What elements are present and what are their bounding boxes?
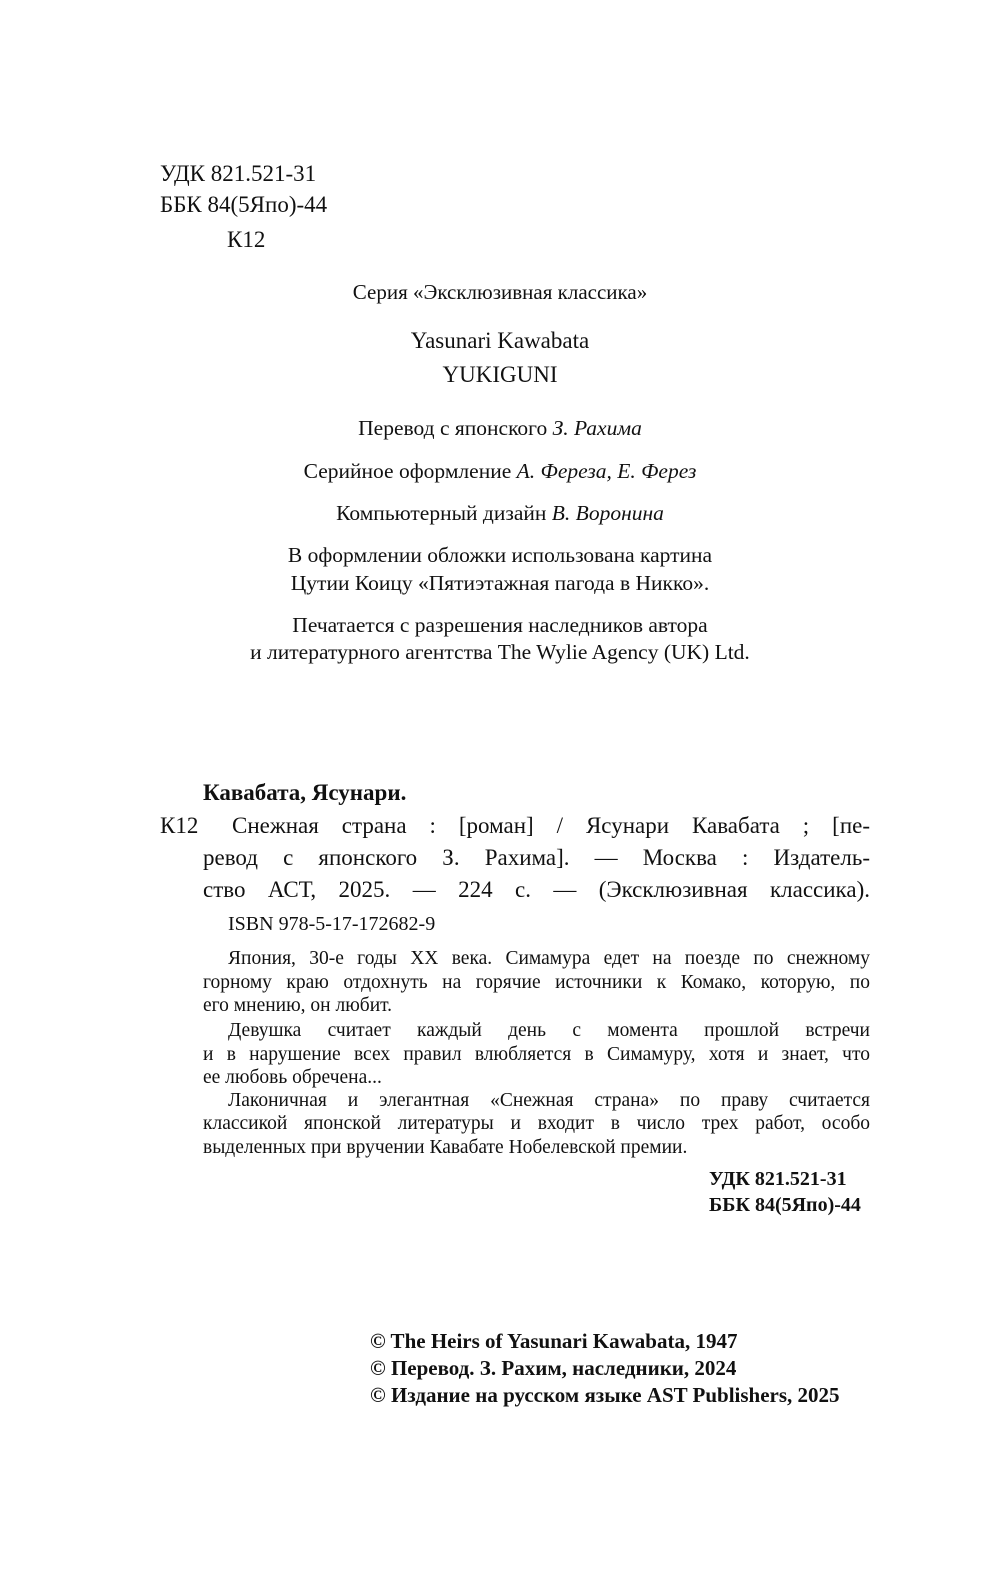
abstract-line: горному краю отдохнуть на горячие источники к Комако, которую, по xyxy=(203,972,870,993)
credit-person: В. Воронина xyxy=(551,501,664,525)
abstract-line: классикой японской литературы и входит в число трех работ, особо xyxy=(203,1113,870,1134)
udk-code: УДК 821.521-31 xyxy=(160,161,317,186)
bibliography-line: Снежная страна : [роман] / Ясунари Кавабата ; [пе- xyxy=(232,813,870,838)
permission-line: и литературного агентства The Wylie Agency (UK) Ltd. xyxy=(250,640,750,664)
abstract-line: Лаконичная и элегантная «Снежная страна» по праву считается xyxy=(228,1090,870,1111)
credit-computer-design xyxy=(0,498,1000,528)
credit-label: Серийное оформление xyxy=(303,459,512,483)
abstract-line: и в нарушение всех правил влюбляется в Симамуру, хотя и знает, что xyxy=(203,1044,870,1065)
author-mark: К12 xyxy=(227,227,266,252)
bibliography-heading: Кавабата, Ясунари. xyxy=(203,780,407,805)
series-name: Серия «Эксклюзивная классика» xyxy=(352,280,648,304)
footer-bbk: ББК 84(5Япо)-44 xyxy=(709,1194,861,1216)
bibliography-line: ство АСТ, 2025. — 224 с. — (Эксклюзивная классика). xyxy=(203,877,870,902)
copyright-line: © Перевод. З. Рахим, наследники, 2024 xyxy=(370,1356,737,1380)
credit-series-design xyxy=(0,456,1000,486)
credit-translation xyxy=(0,413,1000,443)
bibliography-line: ревод с японского З. Рахима]. — Москва : Издатель- xyxy=(203,845,870,870)
permission-line: Печатается с разрешения наследников автора xyxy=(292,613,708,637)
abstract-line: ее любовь обречена... xyxy=(203,1067,382,1088)
bbk-code: ББК 84(5Япо)-44 xyxy=(160,192,328,217)
isbn: ISBN 978-5-17-172682-9 xyxy=(228,913,436,935)
bibliography-mark: К12 xyxy=(160,813,199,838)
cover-note-line: В оформлении обложки использована картина xyxy=(287,543,713,567)
cover-note-line: Цутии Коицу «Пятиэтажная пагода в Никко». xyxy=(290,571,710,595)
copyright-line: © Издание на русском языке AST Publishers, 2025 xyxy=(370,1383,840,1407)
credit-label: Компьютерный дизайн xyxy=(336,501,547,525)
credit-person: А. Фереза, Е. Ферез xyxy=(516,459,697,483)
original-title: YUKIGUNI xyxy=(442,362,558,387)
abstract-line: Девушка считает каждый день с момента прошлой встречи xyxy=(228,1020,870,1041)
abstract-line: выделенных при вручении Кавабате Нобелевской премии. xyxy=(203,1137,688,1158)
abstract-line: его мнению, он любит. xyxy=(203,995,393,1016)
copyright-line: © The Heirs of Yasunari Kawabata, 1947 xyxy=(370,1329,738,1353)
credit-label: Перевод с японского xyxy=(358,416,548,440)
credit-person: З. Рахима xyxy=(552,416,642,440)
original-author: Yasunari Kawabata xyxy=(410,328,590,353)
footer-udk: УДК 821.521-31 xyxy=(709,1168,847,1190)
abstract-line: Япония, 30-е годы XX века. Симамура едет на поезде по снежному xyxy=(228,948,870,969)
